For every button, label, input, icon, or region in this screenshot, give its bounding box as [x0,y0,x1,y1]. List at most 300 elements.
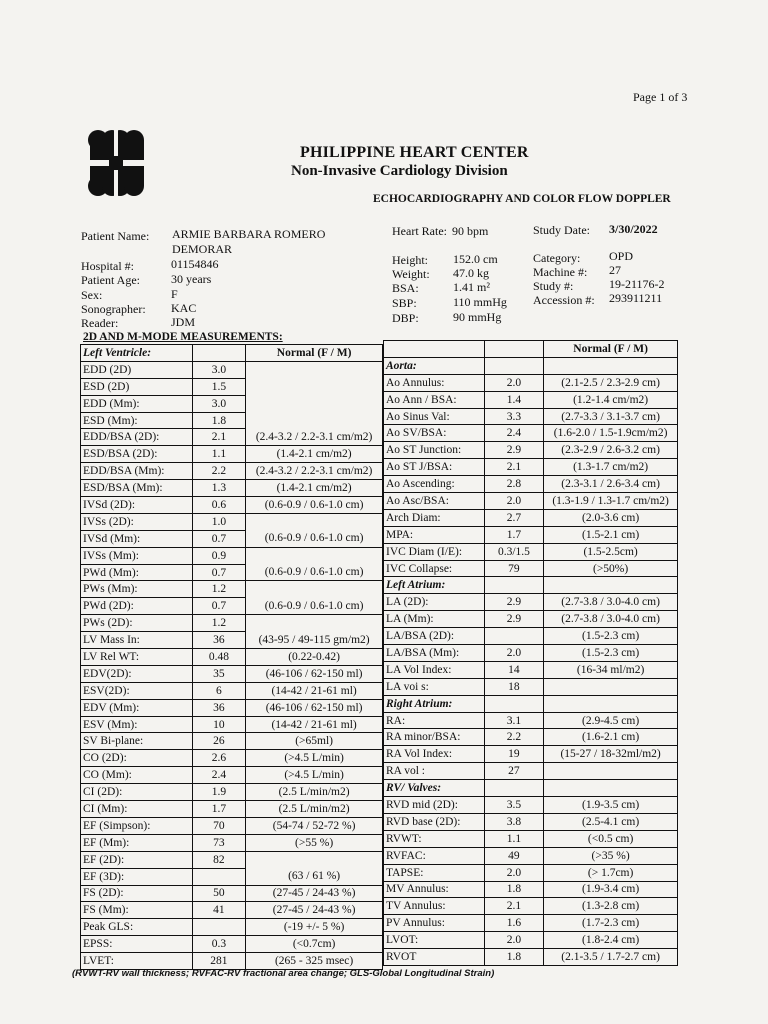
table-row [81,682,383,699]
accession-label: Accession #: [533,293,595,307]
measurement-label: RA minor/BSA: [384,729,485,746]
measurement-value: 1.2 [192,581,246,598]
normal-range [246,581,383,598]
measurement-label: Peak GLS: [81,919,193,936]
weight-label: Weight: [392,267,430,281]
normal-range: (2.1-3.5 / 1.7-2.7 cm) [544,949,678,966]
table-row [81,395,383,412]
heart-rate-value: 90 bpm [452,224,489,238]
normal-range [246,378,383,395]
table-row [81,665,383,682]
table-row [81,699,383,716]
normal-range: (2.7-3.8 / 3.0-4.0 cm) [544,594,678,611]
measurement-label: IVC Collapse: [384,560,485,577]
measurement-label: LV Mass In: [81,632,193,649]
measurement-label: EDV (Mm): [81,699,193,716]
table-row [81,953,383,970]
normal-range: (1.4-2.1 cm/m2) [246,480,383,497]
sonographer-label: Sonographer: [81,302,146,316]
measurement-label: EDD/BSA (2D): [81,429,193,446]
normal-range [246,395,383,412]
table-row [384,442,678,459]
measurement-value: 1.5 [192,378,246,395]
table-row [384,797,678,814]
footnote: (RVWT-RV wall thickness; RVFAC-RV fractional area change; GLS-Global Longitudinal Strain) [72,968,495,979]
measurement-value: 1.4 [484,391,544,408]
measurement-label: FS (2D): [81,885,193,902]
measurement-value: 1.1 [484,830,544,847]
table-row [81,378,383,395]
table-row [384,898,678,915]
measurement-value: 3.1 [484,712,544,729]
table-row [81,767,383,784]
table-row [81,446,383,463]
normal-range: (265 - 325 msec) [246,953,383,970]
table-row [81,632,383,649]
normal-range: (>55 %) [246,834,383,851]
measurement-value [192,919,246,936]
normal-range: (<0.7cm) [246,936,383,953]
measurement-label: EPSS: [81,936,193,953]
measurement-value: 2.0 [484,493,544,510]
measurement-label: LV Rel WT: [81,649,193,666]
left-ventricle-heading: Left Ventricle: [81,345,193,362]
normal-range: (2.5 L/min/m2) [246,801,383,818]
section-heading-row [384,780,678,797]
measurement-value: 18 [484,678,544,695]
left-ventricle-table [80,344,383,970]
table-row [81,480,383,497]
table-row [384,881,678,898]
measurement-label: EDD/BSA (Mm): [81,463,193,480]
study-date-label: Study Date: [533,223,590,237]
normal-range: (14-42 / 21-61 ml) [246,682,383,699]
measurement-value: 6 [192,682,246,699]
table-row [81,902,383,919]
measurement-value: 36 [192,632,246,649]
table-row [384,847,678,864]
measurement-label: RVWT: [384,830,485,847]
heart-center-logo [80,128,152,198]
normal-range: (2.9-4.5 cm) [544,712,678,729]
normal-range: (2.7-3.8 / 3.0-4.0 cm) [544,611,678,628]
table-row [384,526,678,543]
measurement-value: 3.0 [192,361,246,378]
page-number: Page 1 of 3 [633,90,688,104]
measurement-value: 1.8 [484,881,544,898]
measurement-label: Ao Asc/BSA: [384,493,485,510]
measurement-label: Ao Ascending: [384,476,485,493]
normal-range: (2.4-3.2 / 2.2-3.1 cm/m2) [246,429,383,446]
measurement-value: 2.0 [484,645,544,662]
empty-cell [484,357,544,374]
table-row [384,594,678,611]
table-row [384,628,678,645]
measurement-value: 1.7 [484,526,544,543]
measurement-label: RVD base (2D): [384,813,485,830]
empty-cell [384,341,485,358]
sbp-label: SBP: [392,296,417,310]
measurement-label: LA (Mm): [384,611,485,628]
table-row [384,678,678,695]
normal-range [544,763,678,780]
table-row [384,932,678,949]
measurement-label: ESV (Mm): [81,716,193,733]
reader-label: Reader: [81,316,119,330]
normal-range: (> 1.7cm) [544,864,678,881]
measurement-label: PWs (2D): [81,615,193,632]
measurement-label: LA/BSA (2D): [384,628,485,645]
measurement-label: Ao SV/BSA: [384,425,485,442]
accession-value: 293911211 [609,291,663,305]
table-row [384,560,678,577]
measurement-label: SV Bi-plane: [81,733,193,750]
normal-range: (0.22-0.42) [246,649,383,666]
measurement-value: 2.6 [192,750,246,767]
table-row [81,412,383,429]
measurement-label: Ao ST J/BSA: [384,459,485,476]
measurement-value: 2.0 [484,932,544,949]
measurement-value: 2.7 [484,509,544,526]
measurement-value: 49 [484,847,544,864]
division-subtitle: Non-Invasive Cardiology Division [291,163,508,179]
measurement-value: 2.4 [484,425,544,442]
left-ventricle-table-body [81,345,383,970]
table-row [81,750,383,767]
empty-cell [484,695,544,712]
measurement-label: Arch Diam: [384,509,485,526]
dbp-label: DBP: [392,311,419,325]
table-row [81,851,383,868]
sex-label: Sex: [81,288,103,302]
normal-range: (63 / 61 %) [246,868,383,885]
empty-cell [484,341,544,358]
normal-range: (1.5-2.1 cm) [544,526,678,543]
measurement-value: 0.3 [192,936,246,953]
table-row [384,830,678,847]
measurement-value: 36 [192,699,246,716]
measurement-value: 3.5 [484,797,544,814]
patient-age-label: Patient Age: [81,273,140,287]
measurement-label: FS (Mm): [81,902,193,919]
measurement-label: CO (Mm): [81,767,193,784]
category-value: OPD [609,249,634,263]
normal-range [246,547,383,564]
table-row [384,729,678,746]
height-label: Height: [392,253,428,267]
table-row [384,763,678,780]
measurement-label: RA: [384,712,485,729]
table-row [384,813,678,830]
section-heading: RV/ Valves: [384,780,485,797]
measurement-label: PWd (Mm): [81,564,193,581]
normal-range: (1.7-2.3 cm) [544,915,678,932]
normal-range: (2.5 L/min/m2) [246,784,383,801]
measurement-label: Ao Annulus: [384,374,485,391]
measurement-value: 1.9 [192,784,246,801]
measurement-label: EF (3D): [81,868,193,885]
measurement-value: 2.2 [484,729,544,746]
normal-range: (1.2-1.4 cm/m2) [544,391,678,408]
normal-range: (2.1-2.5 / 2.3-2.9 cm) [544,374,678,391]
measurement-label: TAPSE: [384,864,485,881]
measurement-value [484,628,544,645]
normal-range: (2.5-4.1 cm) [544,813,678,830]
reader-value: JDM [171,315,196,329]
machine-value: 27 [609,263,621,277]
measurement-value: 2.0 [484,864,544,881]
measurement-label: EDD (2D) [81,361,193,378]
normal-range [544,678,678,695]
normal-range: (0.6-0.9 / 0.6-1.0 cm) [246,530,383,547]
table-row [81,497,383,514]
table-row [384,864,678,881]
measurement-label: LA Vol Index: [384,661,485,678]
dbp-value: 90 mmHg [453,310,502,324]
table-row [81,716,383,733]
study-date-value: 3/30/2022 [609,222,658,236]
table-row [384,543,678,560]
sbp-value: 110 mmHg [453,295,507,309]
empty-cell [484,780,544,797]
measurement-label: LA/BSA (Mm): [384,645,485,662]
normal-range: (1.3-2.8 cm) [544,898,678,915]
aorta-atria-valves-table [383,340,678,966]
table-row [384,645,678,662]
normal-range: (0.6-0.9 / 0.6-1.0 cm) [246,564,383,581]
measurement-label: RVFAC: [384,847,485,864]
normal-range: (2.0-3.6 cm) [544,509,678,526]
table-row [384,746,678,763]
normal-range: (1.5-2.3 cm) [544,628,678,645]
normal-range [246,361,383,378]
measurement-label: IVSs (2D): [81,513,193,530]
measurement-value: 41 [192,902,246,919]
measurement-value: 3.3 [484,408,544,425]
patient-name-label: Patient Name: [81,229,150,243]
table-header-row [81,345,383,362]
normal-range: (1.4-2.1 cm/m2) [246,446,383,463]
normal-range: (46-106 / 62-150 ml) [246,699,383,716]
table-row [81,598,383,615]
measurement-value [192,868,246,885]
measurement-value: 2.4 [192,767,246,784]
measurement-value: 2.0 [484,374,544,391]
study-number-label: Study #: [533,279,574,293]
normal-range: (1.5-2.3 cm) [544,645,678,662]
table-row [81,801,383,818]
bsa-label: BSA: [392,281,419,295]
measurement-label: ESV(2D): [81,682,193,699]
table-header-row [384,341,678,358]
measurement-label: MV Annulus: [384,881,485,898]
table-row [81,564,383,581]
normal-range: (14-42 / 21-61 ml) [246,716,383,733]
measurement-value: 0.9 [192,547,246,564]
normal-range: (>4.5 L/min) [246,750,383,767]
section-heading: Aorta: [384,357,485,374]
table-row [384,611,678,628]
measurement-label: Ao ST Junction: [384,442,485,459]
table-row [81,784,383,801]
section-heading-row [384,357,678,374]
section-heading: Right Atrium: [384,695,485,712]
empty-cell [544,357,678,374]
empty-cell [192,345,246,362]
normal-range: (2.3-3.1 / 2.6-3.4 cm) [544,476,678,493]
aorta-atria-valves-table-body [384,341,678,966]
hospital-label: Hospital #: [81,259,134,273]
measurement-value: 1.6 [484,915,544,932]
normal-column-header: Normal (F / M) [544,341,678,358]
normal-range: (2.4-3.2 / 2.2-3.1 cm/m2) [246,463,383,480]
measurement-value: 1.2 [192,615,246,632]
measurement-label: LVET: [81,953,193,970]
table-row [81,361,383,378]
measurement-value: 1.8 [484,949,544,966]
measurement-value: 2.8 [484,476,544,493]
table-row [81,868,383,885]
machine-label: Machine #: [533,265,588,279]
normal-range: (2.7-3.3 / 3.1-3.7 cm) [544,408,678,425]
measurement-value: 79 [484,560,544,577]
measurement-label: IVSd (Mm): [81,530,193,547]
measurement-label: EF (Simpson): [81,817,193,834]
normal-range: (27-45 / 24-43 %) [246,902,383,919]
measurement-value: 2.9 [484,594,544,611]
measurement-label: TV Annulus: [384,898,485,915]
measurement-label: EDV(2D): [81,665,193,682]
report-name: ECHOCARDIOGRAPHY AND COLOR FLOW DOPPLER [373,193,671,205]
measurement-value: 0.6 [192,497,246,514]
measurement-label: RA vol : [384,763,485,780]
normal-range [246,412,383,429]
normal-range: (1.9-3.4 cm) [544,881,678,898]
normal-range: (1.5-2.5cm) [544,543,678,560]
normal-range: (1.8-2.4 cm) [544,932,678,949]
table-row [384,915,678,932]
measurement-label: IVSs (Mm): [81,547,193,564]
table-row [81,649,383,666]
table-row [81,513,383,530]
table-row [384,391,678,408]
measurement-value: 2.9 [484,611,544,628]
table-row [384,509,678,526]
measurement-value: 1.0 [192,513,246,530]
measurement-label: RVOT [384,949,485,966]
normal-range: (1.9-3.5 cm) [544,797,678,814]
measurement-label: PV Annulus: [384,915,485,932]
normal-range: (<0.5 cm) [544,830,678,847]
measurement-label: EF (2D): [81,851,193,868]
section-heading-row [384,695,678,712]
study-number-value: 19-21176-2 [609,277,665,291]
measurement-value: 3.0 [192,395,246,412]
normal-range: (>50%) [544,560,678,577]
table-row [384,425,678,442]
table-row [81,817,383,834]
measurement-label: ESD (2D) [81,378,193,395]
empty-cell [544,577,678,594]
normal-range: (54-74 / 52-72 %) [246,817,383,834]
normal-column-header: Normal (F / M) [246,345,383,362]
measurement-label: CI (2D): [81,784,193,801]
normal-range: (0.6-0.9 / 0.6-1.0 cm) [246,598,383,615]
measurement-label: ESD (Mm): [81,412,193,429]
normal-range: (>35 %) [544,847,678,864]
empty-cell [484,577,544,594]
table-row [81,733,383,750]
measurement-label: Ao Sinus Val: [384,408,485,425]
measurement-value: 1.7 [192,801,246,818]
normal-range: (0.6-0.9 / 0.6-1.0 cm) [246,497,383,514]
measurement-value: 10 [192,716,246,733]
table-row [384,712,678,729]
normal-range: (>4.5 L/min) [246,767,383,784]
normal-range: (15-27 / 18-32ml/m2) [544,746,678,763]
measurement-value: 0.7 [192,564,246,581]
normal-range [246,513,383,530]
table-row [81,547,383,564]
measurement-label: PWs (Mm): [81,581,193,598]
measurement-value: 1.8 [192,412,246,429]
table-row [384,408,678,425]
measurement-value: 3.8 [484,813,544,830]
normal-range: (27-45 / 24-43 %) [246,885,383,902]
measurement-label: EDD (Mm): [81,395,193,412]
measurement-value: 2.1 [192,429,246,446]
sonographer-value: KAC [171,301,197,315]
table-row [81,615,383,632]
measurement-label: LA (2D): [384,594,485,611]
measurement-label: LVOT: [384,932,485,949]
measurement-value: 26 [192,733,246,750]
section-title: 2D AND M-MODE MEASUREMENTS: [83,331,283,343]
patient-age: 30 years [171,272,212,286]
bsa-value: 1.41 m² [453,280,490,294]
measurement-label: CI (Mm): [81,801,193,818]
measurement-value: 82 [192,851,246,868]
normal-range: (-19 +/- 5 %) [246,919,383,936]
measurement-value: 35 [192,665,246,682]
normal-range: (>65ml) [246,733,383,750]
section-heading: Left Atrium: [384,577,485,594]
patient-name-line2: DEMORAR [172,242,233,256]
measurement-label: EF (Mm): [81,834,193,851]
measurement-value: 0.7 [192,598,246,615]
measurement-value: 50 [192,885,246,902]
measurement-value: 2.2 [192,463,246,480]
table-row [81,936,383,953]
measurement-value: 73 [192,834,246,851]
height-value: 152.0 cm [453,252,498,266]
measurement-value: 0.7 [192,530,246,547]
measurement-label: IVSd (2D): [81,497,193,514]
measurement-value: 2.1 [484,898,544,915]
table-row [81,530,383,547]
table-row [81,463,383,480]
measurement-label: MPA: [384,526,485,543]
measurement-label: CO (2D): [81,750,193,767]
measurement-value: 70 [192,817,246,834]
table-row [384,493,678,510]
normal-range: (16-34 ml/m2) [544,661,678,678]
empty-cell [544,780,678,797]
measurement-label: Ao Ann / BSA: [384,391,485,408]
measurement-value: 0.3/1.5 [484,543,544,560]
institution-title: PHILIPPINE HEART CENTER [300,144,529,161]
table-row [384,476,678,493]
